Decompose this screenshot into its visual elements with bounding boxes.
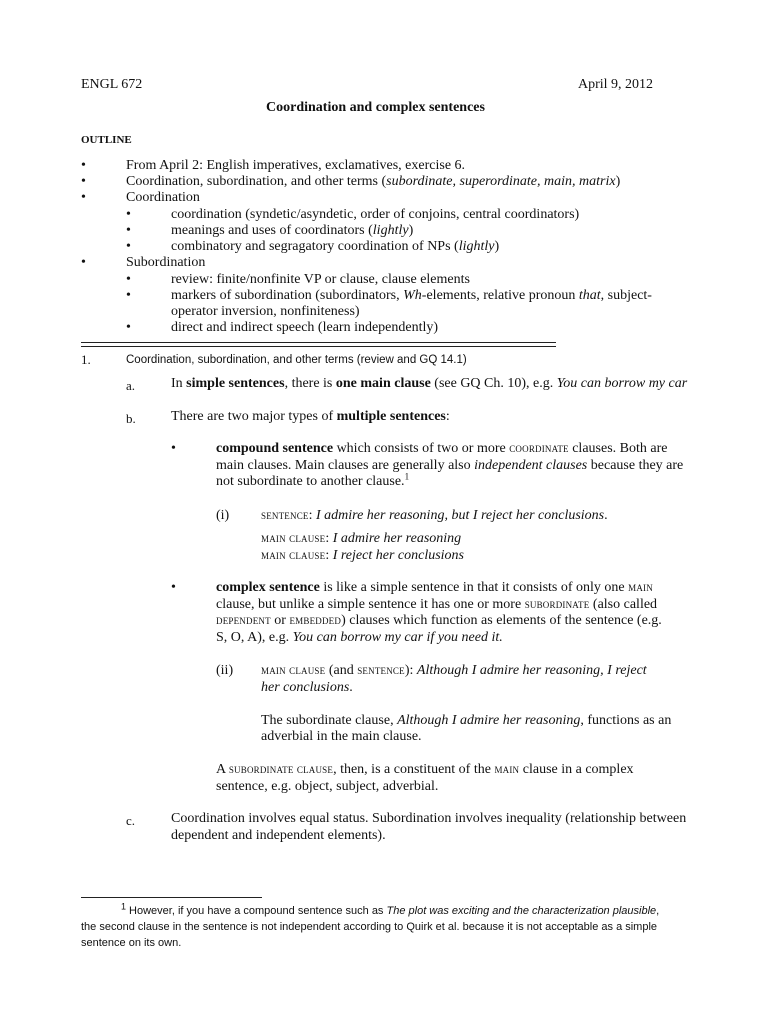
outline-subitem: meanings and uses of coordinators (lightly)	[171, 223, 414, 238]
outline-subitem: combinatory and segragatory coordination of NPs (lightly)	[171, 239, 500, 254]
section-number: 1.	[81, 352, 91, 367]
footnote-line-2: the second clause in the sentence is not independent according to Quirk et al. because it is not acceptable as a simple	[81, 921, 658, 933]
coordination-status-1: Coordination involves equal status. Subordination involves inequality (relationship between	[171, 811, 687, 826]
complex-line-4: S, O, A), e.g. You can borrow my car if you need it.	[216, 630, 503, 645]
bullet: •	[171, 441, 176, 456]
example-complex-1: main clause (and sentence): Although I admire her reasoning, I reject	[261, 663, 647, 678]
section-heading: Coordination, subordination, and other terms (review and GQ 14.1)	[126, 354, 467, 366]
footnote-line-3: sentence on its own.	[81, 937, 182, 949]
outline-subitem: review: finite/nonfinite VP or clause, clause elements	[171, 272, 470, 287]
complex-line-2: clause, but unlike a simple sentence it has one or more subordinate (also called	[216, 597, 658, 612]
bullet: •	[126, 320, 131, 335]
compound-line-2: main clauses. Main clauses are generally also independent clauses because they are	[216, 458, 684, 473]
subordinate-note-1: The subordinate clause, Although I admire her reasoning, functions as an	[261, 713, 672, 728]
bullet: •	[126, 239, 131, 254]
item-label: a.	[126, 378, 136, 393]
outline-subitem: markers of subordination (subordinators, Wh-elements, relative pronoun that, subject-	[171, 288, 652, 303]
item-label: b.	[126, 411, 136, 426]
footnote-separator	[81, 897, 262, 898]
document-date: April 9, 2012	[578, 77, 654, 92]
bullet: •	[81, 190, 86, 205]
outline-item: Coordination	[126, 190, 200, 205]
bullet: •	[126, 272, 131, 287]
example-main-clause-2: main clause: I reject her conclusions	[261, 548, 464, 563]
outline-item: Subordination	[126, 255, 206, 270]
bullet: •	[81, 158, 86, 173]
complex-line-3: dependent or embedded) clauses which function as elements of the sentence (e.g.	[216, 613, 662, 628]
simple-sentence-text: In simple sentences, there is one main clause (see GQ Ch. 10), e.g. You can borrow my car	[171, 376, 688, 391]
complex-line-1: complex sentence is like a simple sentence in that it consists of only one main	[216, 580, 653, 595]
example-sentence: sentence: I admire her reasoning, but I reject her conclusions.	[261, 508, 608, 523]
example-label: (i)	[216, 508, 230, 523]
example-complex-2: her conclusions.	[261, 680, 353, 695]
example-main-clause-1: main clause: I admire her reasoning	[261, 531, 462, 546]
subordinate-note-2: adverbial in the main clause.	[261, 729, 422, 744]
coordination-status-2: dependent and independent elements).	[171, 828, 386, 843]
footnote-line-1: $^1$ However, if you have a compound sentence such as The plot was exciting and the characterization plausible,	[120, 901, 660, 917]
bullet: •	[126, 223, 131, 238]
outline-heading: OUTLINE	[81, 134, 132, 146]
multiple-sentences-text: There are two major types of multiple sentences:	[171, 409, 450, 424]
compound-line-3: not subordinate to another clause.$^1$	[216, 471, 410, 489]
outline-subitem: direct and indirect speech (learn independently)	[171, 320, 439, 335]
bullet: •	[81, 255, 86, 270]
item-label: c.	[126, 813, 136, 828]
compound-line-1: compound sentence which consists of two or more coordinate clauses. Both are	[216, 441, 668, 456]
outline-item: Coordination, subordination, and other terms (subordinate, superordinate, main, matrix)	[126, 174, 621, 189]
bullet: •	[126, 207, 131, 222]
section-divider	[81, 342, 556, 347]
page-title: Coordination and complex sentences	[266, 100, 485, 115]
example-label: (ii)	[216, 663, 234, 678]
outline-item: From April 2: English imperatives, exclamatives, exercise 6.	[126, 158, 466, 173]
bullet: •	[126, 288, 131, 303]
summary-line-2: sentence, e.g. object, subject, adverbial.	[216, 779, 439, 794]
summary-line-1: A subordinate clause, then, is a constituent of the main clause in a complex	[216, 762, 634, 777]
bullet: •	[171, 580, 176, 595]
bullet: •	[81, 174, 86, 189]
footnote-ref: 1	[404, 471, 410, 482]
outline-subitem: coordination (syndetic/asyndetic, order of conjoins, central coordinators)	[171, 207, 580, 222]
course-code: ENGL 672	[81, 77, 143, 92]
outline-subitem-continued: operator inversion, nonfiniteness)	[171, 304, 360, 319]
